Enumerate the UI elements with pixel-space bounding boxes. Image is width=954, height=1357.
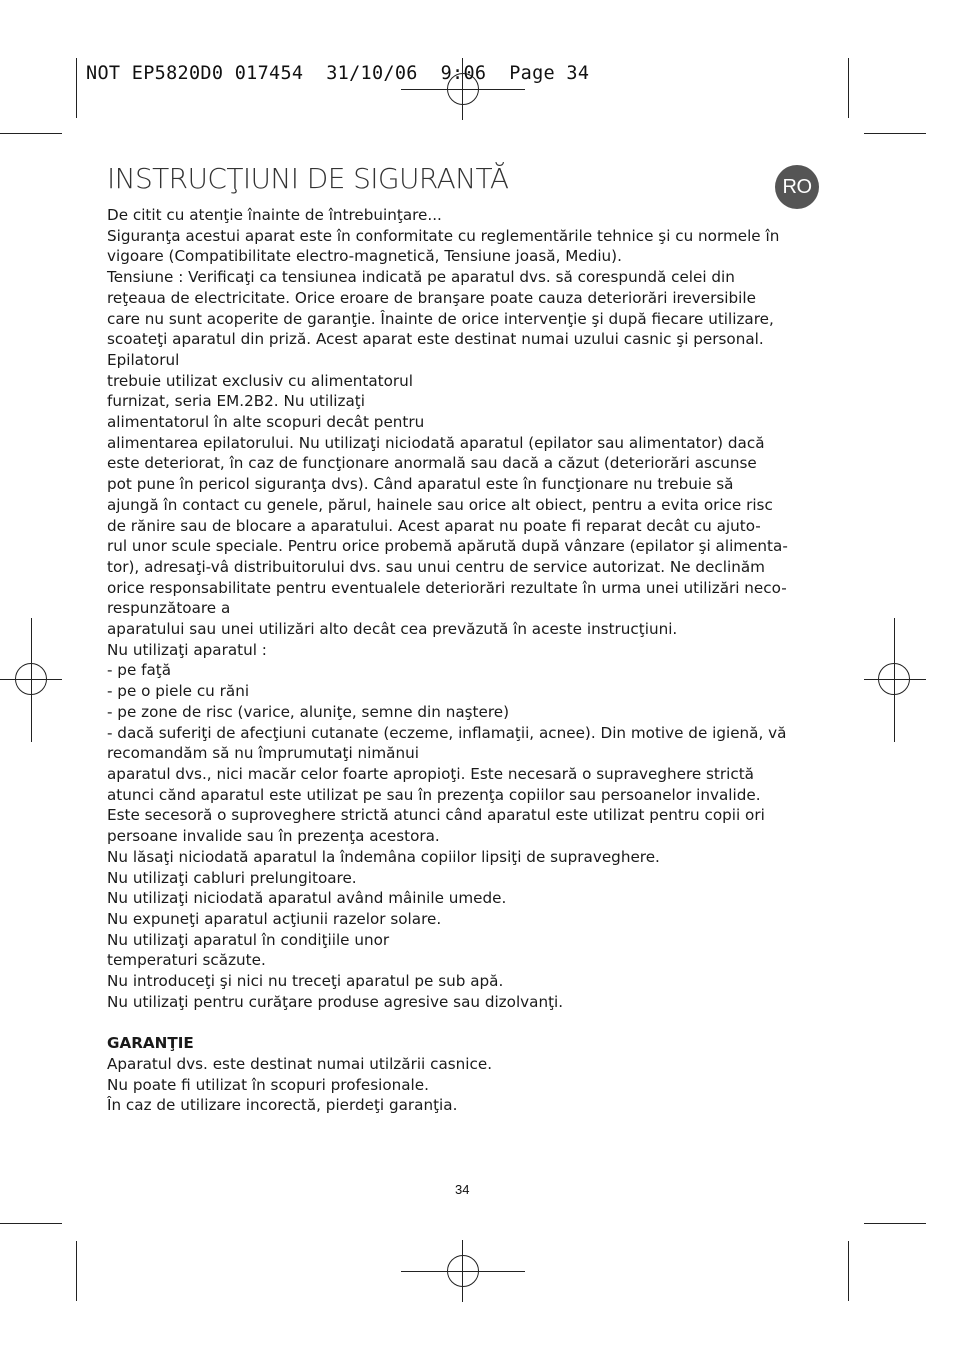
text-line: De citit cu atenţie înainte de întrebuinţare... — [107, 206, 442, 224]
text-line: alimentatorul în alte scopuri decât pentru — [107, 413, 425, 432]
text-line: scoateţi aparatul din priză. Acest aparat este destinat numai uzului casnic şi personal. — [107, 330, 764, 349]
text-line: pot pune în pericol siguranţa dvs). Când aparatul este în funcţionare nu trebuie să — [107, 475, 734, 494]
registration-left-circle — [15, 663, 47, 695]
crop-mark-top-right-horizontal — [864, 133, 926, 134]
text-line: de rănire sau de blocare a aparatului. Acest aparat nu poate fi reparat decât cu ajuto- — [107, 516, 761, 535]
crop-mark-bottom-left-horizontal — [0, 1223, 62, 1224]
crop-mark-bottom-right-horizontal — [864, 1223, 926, 1224]
text-line: - dacă suferiţi de afecţiuni cutanate (eczeme, inflamaţii, acnee). Din motive de igienă, vă — [107, 723, 787, 742]
text-line: - pe zone de risc (varice, aluniţe, semne din naştere) — [107, 702, 510, 721]
page-title: INSTRUCŢIUNI DE SIGURANTĂ — [107, 162, 509, 195]
warranty-heading: GARANŢIE — [107, 1034, 194, 1053]
text-line: care nu sunt acoperite de garanţie. Înainte de orice intervenţie şi după fiecare utilizare, — [107, 309, 774, 328]
text-line: este deteriorat, în caz de funcţionare anormală sau dacă a căzut (deteriorări ascunse — [107, 454, 757, 473]
text-line: vigoare (Compatibilitate electro-magnetică, Tensiune joasă, Mediu). — [107, 247, 622, 266]
text-line: alimentarea epilatorului. Nu utilizaţi niciodată aparatul (epilator sau alimentator) dacă — [107, 433, 765, 452]
text-line: aparatului sau unei utilizări alto decât cea prevăzută în aceste instrucţiuni. — [107, 620, 678, 639]
text-line: ajungă în contact cu genele, părul, hainele sau orice alt obiect, pentru a evita orice risc — [107, 495, 773, 514]
text-line: Epilatorul — [107, 350, 180, 369]
text-line: aparatul dvs., nici macăr celor foarte apropioţi. Este necesară o supraveghere strictă — [107, 764, 754, 783]
text-line: Nu utilizaţi cabluri prelungitoare. — [107, 868, 357, 887]
text-line: Nu utilizaţi aparatul în condiţiile unor — [107, 930, 390, 949]
registration-right-circle — [878, 663, 910, 695]
text-line: Nu utilizaţi pentru curăţare produse agresive sau dizolvanţi. — [107, 992, 564, 1011]
text-line: rul unor scule speciale. Pentru orice probemă apărută după vânzare (epilator şi alimenta- — [107, 537, 788, 556]
crop-mark-bottom-right-vertical — [848, 1241, 849, 1301]
text-line: Siguranţa acestui aparat este în conformitate cu reglementările tehnice şi cu normele în — [107, 226, 780, 245]
crop-mark-top-right-vertical — [848, 58, 849, 118]
warranty-line: Aparatul dvs. este destinat numai utilzării casnice. — [107, 1054, 493, 1073]
page-number: 34 — [455, 1182, 470, 1197]
text-line: atunci cănd aparatul este utilizat pe sau în prezenţa copiilor sau persoanelor invalide. — [107, 785, 761, 804]
text-line: furnizat, seria EM.2B2. Nu utilizaţi — [107, 392, 365, 411]
text-line: Nu utilizaţi aparatul : — [107, 640, 267, 659]
text-line: Nu utilizaţi niciodată aparatul având mâinile umede. — [107, 889, 507, 908]
crop-mark-bottom-left-vertical — [76, 1241, 77, 1301]
registration-bottom-circle — [447, 1255, 479, 1287]
text-line: respunzătoare a — [107, 599, 231, 618]
warranty-line: Nu poate fi utilizat în scopuri profesionale. — [107, 1075, 429, 1094]
crop-mark-top-left-vertical — [76, 58, 77, 118]
warranty-line: În caz de utilizare incorectă, pierdeţi garanţia. — [107, 1096, 458, 1115]
text-line: orice responsabilitate pentru eventualele deteriorări rezultate în urma unei utilizări neco- — [107, 578, 787, 597]
text-line: Este secesoră o suproveghere strictă atunci când aparatul este utilizat pentru copii ori — [107, 806, 765, 825]
safety-instructions-text — [107, 205, 819, 1116]
text-line: Nu introduceţi şi nici nu treceţi aparatul pe sub apă. — [107, 972, 504, 991]
crop-mark-top-left-horizontal — [0, 133, 62, 134]
text-line: recomandăm să nu împrumutaţi nimănui — [107, 744, 419, 763]
text-line: Nu lăsaţi niciodată aparatul la îndemâna copiilor lipsiţi de supraveghere. — [107, 847, 660, 866]
text-line: temperaturi scăzute. — [107, 951, 266, 970]
text-line: tor), adresaţi-vâ distribuitorului dvs. sau unui centru de service autorizat. Ne declinăm — [107, 557, 765, 576]
language-badge: RO — [775, 165, 819, 209]
text-line: persoane invalide sau în prezenţa acestora. — [107, 827, 440, 846]
print-slug: NOT EP5820D0 017454 31/10/06 9:06 Page 34 — [86, 63, 590, 84]
text-line: Nu expuneţi aparatul acţiunii razelor solare. — [107, 909, 442, 928]
text-line: reţeaua de electricitate. Orice eroare de branşare poate cauza deteriorări ireversibile — [107, 288, 756, 307]
text-line: - pe o piele cu răni — [107, 682, 250, 701]
paragraph-gap — [107, 1012, 819, 1033]
text-line: Tensiune : Verificaţi ca tensiunea indicată pe aparatul dvs. să corespundă celei din — [107, 268, 735, 287]
text-line: - pe faţă — [107, 661, 172, 680]
text-line: trebuie utilizat exclusiv cu alimentatorul — [107, 371, 414, 390]
